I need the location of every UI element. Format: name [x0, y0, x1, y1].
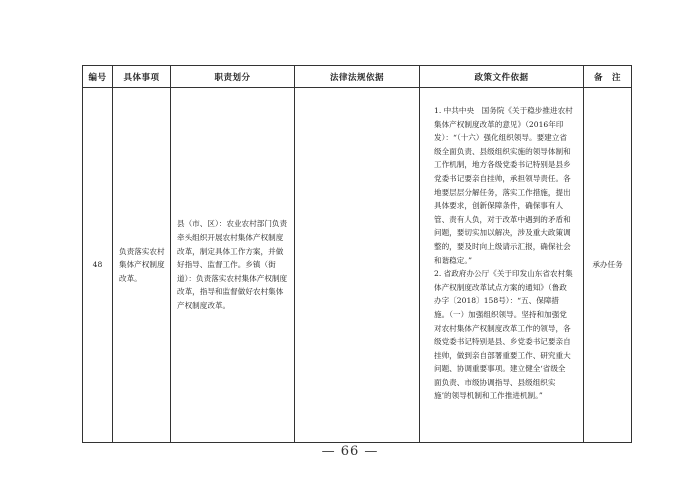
header-item: 具体事项: [113, 66, 171, 88]
policy-paragraph-2: 2. 省政府办公厅《关于印发山东省农村集体产权制度改革试点方案的通知》（鲁政办字〔2018〕158号）：“五、保障措施。（一）加强组织领导。坚持和加强党对农村集体产权制度改革工作的领导，各级党委书记特别是县、乡党委书记要亲自挂帅，做到亲自部署重要工作、研究重大问题、协调重要事项。建立健全‘省级全面负责、市级协调指导、县级组织实施’的领导机制和工作推进机制。”: [434, 269, 573, 401]
row-note: 承办任务: [584, 88, 632, 443]
responsibility-table: [82, 65, 632, 443]
header-note: 备 注: [584, 66, 632, 88]
header-policy-basis: 政策文件依据: [420, 66, 584, 88]
policy-paragraph-1: 1. 中共中央 国务院《关于稳步推进农村集体产权制度改革的意见》（2016年印发）：“（十六）强化组织领导。要建立省级全面负责、县级组织实施的领导体制和工作机制，地方各级党委书记特别是县乡党委书记要亲自挂帅，承担领导责任。各地要层层分解任务，落实工作措施，提出具体要求，创新保障条件，确保事有人管、责有人负，对于改革中遇到的矛盾和问题，要切实加以解决，涉及重大政策调整的，要及时向上级请示汇报，确保社会和谐稳定。”: [434, 106, 573, 265]
row-law-basis: [295, 88, 420, 443]
row-number: 48: [83, 88, 113, 443]
page-number: — 66 —: [321, 444, 379, 459]
header-duty: 职责划分: [171, 66, 295, 88]
row-policy-basis: [420, 88, 584, 443]
row-item: 负责落实农村集体产权制度改革。: [113, 88, 171, 443]
table-header-row: [83, 66, 632, 88]
header-number: 编号: [83, 66, 113, 88]
header-law-basis: 法律法规依据: [295, 66, 420, 88]
table-row: [83, 88, 632, 443]
row-duty: 县（市、区）：农业农村部门负责牵头组织开展农村集体产权制度改革，制定具体工作方案，并做好指导、监督工作。乡镇（街道）：负责落实农村集体产权制度改革，指导和监督做好农村集体产权制度改革。: [171, 88, 295, 443]
